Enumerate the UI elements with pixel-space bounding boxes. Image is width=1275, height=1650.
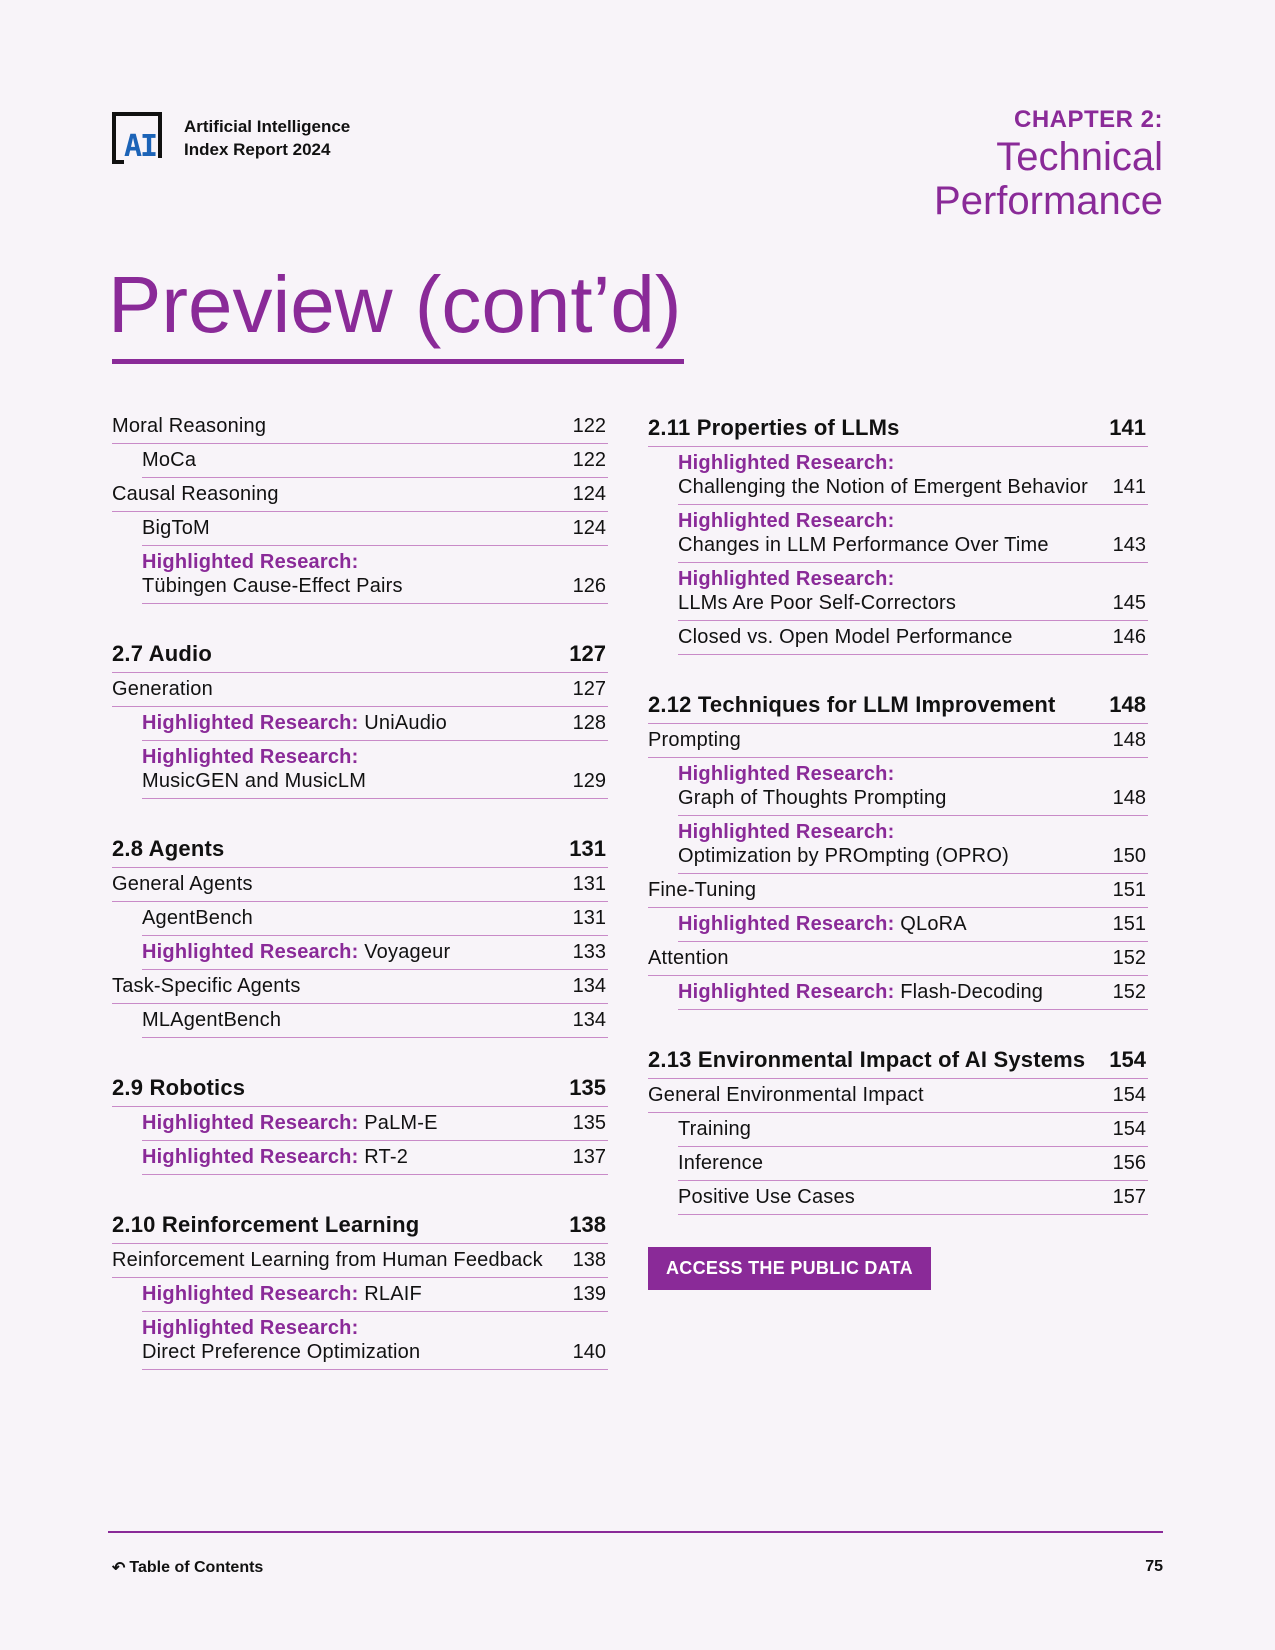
toc-entry-label xyxy=(678,1185,855,1209)
toc-entry[interactable] xyxy=(142,741,608,799)
chapter-kicker: CHAPTER 2: xyxy=(1013,106,1163,133)
table-of-contents-link[interactable] xyxy=(112,1558,263,1578)
toc-entry-label xyxy=(678,1117,751,1141)
toc-entry-page: 122 xyxy=(572,449,606,471)
report-logo xyxy=(112,112,350,164)
toc-entry[interactable] xyxy=(678,447,1148,505)
toc-entry-label xyxy=(112,1248,543,1272)
highlighted-research-tag: Highlighted Research: xyxy=(678,568,895,590)
toc-entry-page: 127 xyxy=(569,641,606,666)
chapter-title-line1: Technical xyxy=(996,135,1163,179)
toc-entry-label xyxy=(648,416,900,440)
toc-entry-page: 128 xyxy=(572,712,606,734)
highlighted-research-tag: Highlighted Research: xyxy=(142,746,359,768)
highlighted-research-tag: Highlighted Research: xyxy=(678,452,895,474)
toc-entry-title: Causal Reasoning xyxy=(112,483,279,505)
toc-entry[interactable] xyxy=(678,908,1148,942)
toc-entry-page: 154 xyxy=(1112,1084,1146,1106)
toc-entry-label xyxy=(112,677,213,701)
toc-entry-label xyxy=(142,906,253,930)
toc-entry[interactable] xyxy=(142,1107,608,1141)
toc-entry[interactable] xyxy=(142,1141,608,1175)
toc-entry-label xyxy=(112,414,266,438)
toc-entry-page: 133 xyxy=(572,941,606,963)
highlighted-research-tag: Highlighted Research: xyxy=(142,551,359,573)
toc-entry-title: Optimization by PROmpting (OPRO) xyxy=(678,845,1009,867)
toc-entry-title: Voyageur xyxy=(364,941,451,963)
toc-entry[interactable] xyxy=(678,621,1148,655)
toc-entry-page: 138 xyxy=(572,1249,606,1271)
chapter-heading xyxy=(934,106,1163,222)
toc-entry-page: 139 xyxy=(572,1283,606,1305)
highlighted-research-tag: Highlighted Research: xyxy=(678,763,895,785)
toc-entry-page: 145 xyxy=(1112,592,1146,614)
highlighted-research-tag: Highlighted Research: xyxy=(678,821,895,843)
toc-entry[interactable] xyxy=(142,444,608,478)
toc-entry-page: 124 xyxy=(572,517,606,539)
toc-entry-title: Reinforcement Learning from Human Feedback xyxy=(112,1249,543,1271)
toc-entry[interactable] xyxy=(142,707,608,741)
toc-entry-title: 2.7 Audio xyxy=(112,641,212,666)
toc-entry-page: 124 xyxy=(572,483,606,505)
toc-entry[interactable] xyxy=(678,1113,1148,1147)
toc-entry-title: BigToM xyxy=(142,517,210,539)
toc-entry[interactable] xyxy=(678,505,1148,563)
section-spacer xyxy=(112,799,608,831)
toc-entry[interactable] xyxy=(142,1312,608,1370)
toc-entry-label xyxy=(678,567,956,615)
highlighted-research-tag: Highlighted Research: xyxy=(678,510,895,532)
toc-entry-page: 129 xyxy=(572,770,606,792)
toc-section-heading[interactable] xyxy=(648,410,1148,447)
title-underline xyxy=(112,359,684,364)
toc-entry-label xyxy=(678,762,947,810)
toc-entry[interactable] xyxy=(142,936,608,970)
access-public-data-button[interactable]: ACCESS THE PUBLIC DATA xyxy=(648,1247,931,1290)
section-spacer xyxy=(648,1010,1148,1042)
toc-entry-title: Tübingen Cause-Effect Pairs xyxy=(142,575,403,597)
toc-entry[interactable] xyxy=(648,874,1148,908)
report-name-line2: Index Report 2024 xyxy=(184,140,331,159)
toc-entry-page: 135 xyxy=(569,1075,606,1100)
toc-entry-title: RLAIF xyxy=(364,1283,422,1305)
toc-entry-page: 134 xyxy=(572,1009,606,1031)
highlighted-research-tag: Highlighted Research: xyxy=(142,1317,359,1339)
toc-entry-label xyxy=(112,974,301,998)
toc-section-heading[interactable] xyxy=(112,831,608,868)
toc-entry-page: 154 xyxy=(1112,1118,1146,1140)
toc-entry-label xyxy=(648,728,741,752)
page-number: 75 xyxy=(1145,1558,1163,1575)
toc-entry-page: 152 xyxy=(1112,947,1146,969)
toc-entry-title: Fine-Tuning xyxy=(648,879,757,901)
toc-entry-label xyxy=(142,516,210,540)
toc-entry-label xyxy=(142,1282,422,1306)
toc-entry-page: 152 xyxy=(1112,981,1146,1003)
toc-entry-page: 131 xyxy=(569,836,606,861)
table-of-contents-label: Table of Contents xyxy=(129,1559,264,1576)
toc-entry-title: Flash-Decoding xyxy=(900,981,1044,1003)
toc-entry[interactable] xyxy=(112,868,608,902)
toc-entry-label xyxy=(112,1213,419,1237)
toc-entry-page: 148 xyxy=(1112,787,1146,809)
toc-entry-page: 127 xyxy=(572,678,606,700)
toc-entry-title: 2.11 Properties of LLMs xyxy=(648,415,900,440)
toc-entry-page: 154 xyxy=(1109,1047,1146,1072)
toc-entry-label xyxy=(142,550,403,598)
toc-entry-page: 131 xyxy=(572,873,606,895)
toc-entry[interactable] xyxy=(142,512,608,546)
page-title: Preview (cont’d) xyxy=(108,260,682,349)
toc-entry-title: PaLM-E xyxy=(364,1112,438,1134)
highlighted-research-tag: Highlighted Research: xyxy=(678,913,895,935)
toc-entry-label xyxy=(648,1048,1085,1072)
toc-entry-page: 122 xyxy=(572,415,606,437)
toc-entry-page: 150 xyxy=(1112,845,1146,867)
toc-entry-title: QLoRA xyxy=(900,913,967,935)
toc-entry-page: 141 xyxy=(1112,476,1146,498)
highlighted-research-tag: Highlighted Research: xyxy=(678,981,895,1003)
toc-entry-page: 131 xyxy=(572,907,606,929)
toc-entry-page: 146 xyxy=(1112,626,1146,648)
toc-entry-label xyxy=(648,693,1056,717)
highlighted-research-tag: Highlighted Research: xyxy=(142,941,359,963)
toc-entry-label xyxy=(142,448,196,472)
toc-entry[interactable] xyxy=(112,1244,608,1278)
toc-entry-title: 2.9 Robotics xyxy=(112,1075,246,1100)
toc-entry-label xyxy=(648,946,729,970)
toc-entry[interactable] xyxy=(678,976,1148,1010)
toc-entry-page: 148 xyxy=(1112,729,1146,751)
toc-entry-title: Prompting xyxy=(648,729,741,751)
highlighted-research-tag: Highlighted Research: xyxy=(142,712,359,734)
toc-entry-title: Inference xyxy=(678,1152,764,1174)
toc-entry-label xyxy=(142,711,447,735)
toc-entry-title: General Agents xyxy=(112,873,253,895)
toc-entry-label xyxy=(678,912,967,936)
report-name xyxy=(184,115,350,161)
toc-section-heading[interactable] xyxy=(648,687,1148,724)
toc-entry[interactable] xyxy=(112,673,608,707)
toc-entry-page: 134 xyxy=(572,975,606,997)
toc-entry-label xyxy=(112,1076,245,1100)
toc-entry-page: 148 xyxy=(1109,692,1146,717)
ai-index-logo-icon: AI xyxy=(112,112,170,164)
toc-entry-label xyxy=(142,745,366,793)
toc-entry-label xyxy=(112,837,224,861)
toc-entry-page: 135 xyxy=(572,1112,606,1134)
toc-section-heading[interactable] xyxy=(112,1070,608,1107)
toc-entry-label xyxy=(678,509,1049,557)
toc-section-heading[interactable] xyxy=(112,636,608,673)
toc-entry-title: 2.12 Techniques for LLM Improvement xyxy=(648,692,1056,717)
toc-entry-title: Graph of Thoughts Prompting xyxy=(678,787,947,809)
toc-entry[interactable] xyxy=(112,970,608,1004)
highlighted-research-tag: Highlighted Research: xyxy=(142,1146,359,1168)
toc-entry-label xyxy=(648,878,756,902)
toc-entry-label xyxy=(142,1008,281,1032)
section-spacer xyxy=(648,655,1148,687)
toc-entry-title: Task-Specific Agents xyxy=(112,975,301,997)
toc-section-heading[interactable] xyxy=(648,1042,1148,1079)
toc-left-column xyxy=(112,410,608,1370)
toc-entry-label xyxy=(678,625,1013,649)
toc-entry-title: Direct Preference Optimization xyxy=(142,1341,421,1363)
toc-entry-title: 2.13 Environmental Impact of AI Systems xyxy=(648,1047,1086,1072)
toc-entry-title: LLMs Are Poor Self-Correctors xyxy=(678,592,957,614)
toc-entry-page: 141 xyxy=(1109,415,1146,440)
toc-entry[interactable] xyxy=(112,478,608,512)
toc-entry-page: 140 xyxy=(572,1341,606,1363)
toc-entry[interactable] xyxy=(678,563,1148,621)
toc-entry[interactable] xyxy=(142,1004,608,1038)
toc-entry-title: 2.8 Agents xyxy=(112,836,225,861)
toc-entry-page: 151 xyxy=(1112,913,1146,935)
toc-entry-label xyxy=(112,872,253,896)
toc-entry-title: UniAudio xyxy=(364,712,447,734)
toc-entry-title: 2.10 Reinforcement Learning xyxy=(112,1212,420,1237)
toc-entry-page: 157 xyxy=(1112,1186,1146,1208)
toc-entry[interactable] xyxy=(112,410,608,444)
return-arrow-icon: ↶ xyxy=(112,1560,126,1577)
toc-entry-label xyxy=(142,1316,420,1364)
toc-entry-title: AgentBench xyxy=(142,907,253,929)
toc-entry-label xyxy=(112,482,279,506)
toc-entry-page: 156 xyxy=(1112,1152,1146,1174)
toc-entry-title: Challenging the Notion of Emergent Behavior xyxy=(678,476,1088,498)
toc-entry[interactable] xyxy=(678,816,1148,874)
toc-entry-title: Moral Reasoning xyxy=(112,415,267,437)
toc-entry-page: 126 xyxy=(572,575,606,597)
toc-entry-label xyxy=(678,980,1043,1004)
toc-entry[interactable] xyxy=(142,546,608,604)
section-spacer xyxy=(112,1175,608,1207)
toc-section-heading[interactable] xyxy=(112,1207,608,1244)
toc-entry-label xyxy=(142,940,450,964)
toc-entry-page: 137 xyxy=(572,1146,606,1168)
toc-entry[interactable] xyxy=(648,942,1148,976)
toc-entry[interactable] xyxy=(142,1278,608,1312)
toc-entry-label xyxy=(678,820,1009,868)
toc-entry-title: Attention xyxy=(648,947,729,969)
highlighted-research-tag: Highlighted Research: xyxy=(142,1112,359,1134)
toc-entry[interactable] xyxy=(678,1181,1148,1215)
toc-entry-label xyxy=(112,642,212,666)
toc-entry-label xyxy=(142,1145,408,1169)
toc-entry-title: Closed vs. Open Model Performance xyxy=(678,626,1013,648)
highlighted-research-tag: Highlighted Research: xyxy=(142,1283,359,1305)
toc-entry[interactable] xyxy=(648,724,1148,758)
toc-entry-label xyxy=(648,1083,924,1107)
toc-entry-page: 138 xyxy=(569,1212,606,1237)
section-spacer xyxy=(112,1038,608,1070)
toc-entry[interactable] xyxy=(678,1147,1148,1181)
toc-entry-page: 151 xyxy=(1112,879,1146,901)
toc-entry-title: Generation xyxy=(112,678,213,700)
toc-entry-label xyxy=(142,1111,438,1135)
toc-entry-title: MoCa xyxy=(142,449,197,471)
toc-entry-title: Training xyxy=(678,1118,752,1140)
chapter-title-line2: Performance xyxy=(934,179,1163,223)
section-spacer xyxy=(112,604,608,636)
toc-right-column xyxy=(648,410,1148,1290)
toc-entry-title: MusicGEN and MusicLM xyxy=(142,770,367,792)
toc-entry[interactable] xyxy=(142,902,608,936)
toc-entry-label xyxy=(678,451,1088,499)
toc-entry[interactable] xyxy=(648,1079,1148,1113)
toc-entry-title: Positive Use Cases xyxy=(678,1186,855,1208)
toc-entry-title: General Environmental Impact xyxy=(648,1084,924,1106)
toc-entry-label xyxy=(678,1151,763,1175)
toc-entry-title: MLAgentBench xyxy=(142,1009,282,1031)
toc-entry-title: Changes in LLM Performance Over Time xyxy=(678,534,1049,556)
toc-entry-title: RT-2 xyxy=(364,1146,409,1168)
toc-entry-page: 143 xyxy=(1112,534,1146,556)
toc-entry[interactable] xyxy=(678,758,1148,816)
report-name-line1: Artificial Intelligence xyxy=(184,117,351,136)
footer-divider xyxy=(108,1531,1163,1533)
